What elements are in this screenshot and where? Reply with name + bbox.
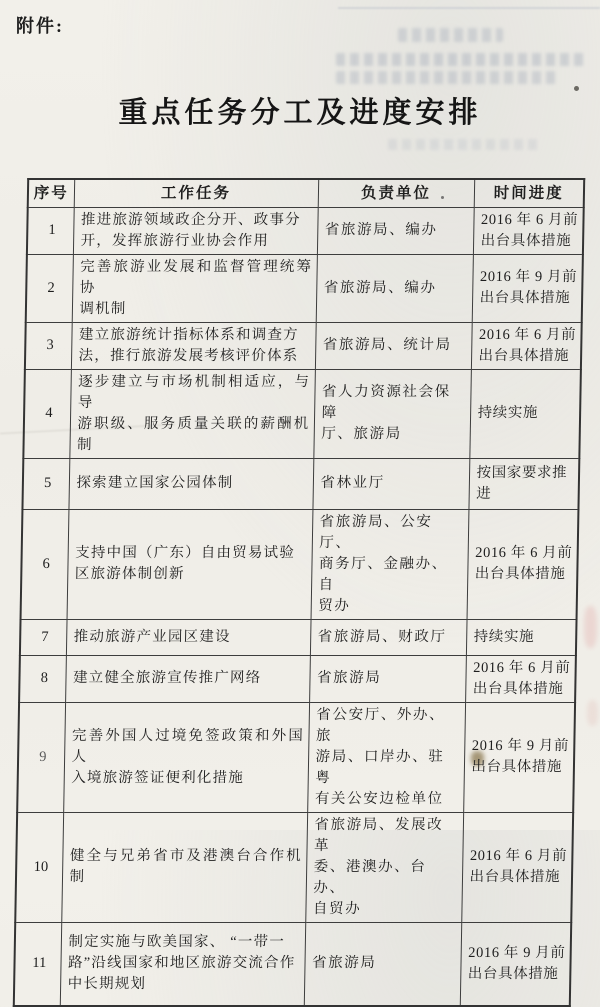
bleedthrough-text-mark — [336, 71, 558, 84]
cell-time: 2016 年 9 月前 出台具体措施 — [460, 922, 571, 1006]
smudge-pink — [587, 700, 598, 726]
bleedthrough-rule-top — [338, 7, 600, 9]
cell-time: 2016 年 9 月前 出台具体措施 — [472, 254, 583, 322]
cell-task: 推进旅游领域政企分开、政事分 开，发挥旅游行业协会作用 — [73, 207, 318, 254]
cell-task: 探索建立国家公园体制 — [68, 458, 313, 509]
cell-unit: 省旅游局、公安厅、 商务厅、金融办、自 贸办 — [311, 509, 469, 619]
task-table — [13, 178, 585, 1007]
table-row — [17, 702, 575, 812]
header-time: 时间进度 — [474, 179, 584, 207]
cell-no: 7 — [20, 619, 67, 655]
cell-time: 2016 年 6 月前 出台具体措施 — [465, 655, 576, 702]
header-unit: 负责单位 — [318, 179, 474, 207]
cell-time: 持续实施 — [469, 369, 581, 458]
cell-time: 2016 年 6 月前 出台具体措施 — [473, 207, 584, 254]
cell-time: 持续实施 — [466, 619, 577, 655]
table-row — [21, 509, 579, 619]
cell-no: 11 — [14, 922, 61, 1006]
bleedthrough-text-mark — [398, 28, 503, 42]
header-task: 工作任务 — [74, 179, 318, 207]
cell-unit: 省人力资源社会保障 厅、旅游局 — [313, 369, 471, 458]
cell-no: 5 — [22, 458, 69, 509]
cell-task: 建立旅游统计指标体系和调查方 法，推行旅游发展考核评价体系 — [71, 322, 316, 369]
cell-task: 制定实施与欧美国家、 “一带一 路”沿线国家和地区旅游交流合作 中长期规划 — [60, 922, 305, 1006]
cell-task: 推动旅游产业园区建设 — [66, 619, 311, 655]
cell-no: 8 — [19, 655, 66, 702]
cell-time: 2016 年 6 月前 出台具体措施 — [471, 322, 582, 369]
table-row — [23, 369, 581, 458]
cell-unit: 省林业厅 — [312, 458, 469, 509]
table-row — [14, 922, 571, 1006]
cell-no: 2 — [26, 254, 73, 322]
table-row — [26, 254, 583, 322]
cell-unit: 省旅游局 — [304, 922, 461, 1006]
cell-no: 6 — [21, 509, 69, 619]
table-row — [25, 322, 582, 369]
cell-no: 4 — [23, 369, 71, 458]
bleedthrough-text-mark — [336, 53, 588, 66]
table-row — [22, 458, 579, 509]
cell-time: 按国家要求推 进 — [468, 458, 579, 509]
cell-task: 完善外国人过境免签政策和外国人 入境旅游签证便利化措施 — [63, 702, 309, 812]
header-no: 序号 — [28, 179, 74, 207]
table-row — [20, 619, 577, 655]
table-row — [19, 655, 576, 702]
cell-no: 9 — [17, 702, 65, 812]
bleedthrough-text-mark — [388, 139, 538, 150]
cell-task: 逐步建立与市场机制相适应，与导 游职级、服务质量关联的薪酬机制 — [69, 369, 315, 458]
table-header-row — [28, 179, 584, 207]
table-row — [15, 812, 573, 922]
cell-time: 2016 年 9 月前 出台具体措施 — [463, 702, 575, 812]
task-table-container — [13, 178, 587, 1007]
cell-no: 3 — [25, 322, 72, 369]
table-row — [27, 207, 584, 254]
cell-task: 建立健全旅游宣传推广网络 — [65, 655, 310, 702]
cell-time: 2016 年 6 月前 出台具体措施 — [467, 509, 579, 619]
cell-unit: 省旅游局、编办 — [317, 207, 474, 254]
cell-no: 10 — [15, 812, 63, 922]
cell-no: 1 — [27, 207, 74, 254]
cell-task: 健全与兄弟省市及港澳台合作机制 — [61, 812, 307, 922]
cell-unit: 省旅游局、财政厅 — [310, 619, 467, 655]
cell-unit: 省公安厅、外办、旅 游局、口岸办、驻粤 有关公安边检单位 — [307, 702, 465, 812]
cell-unit: 省旅游局、统计局 — [315, 322, 472, 369]
cell-time: 2016 年 6 月前 出台具体措施 — [461, 812, 573, 922]
page-title: 重点任务分工及进度安排 — [118, 97, 482, 129]
cell-unit: 省旅游局 — [309, 655, 466, 702]
smudge-pink — [584, 606, 597, 648]
cell-task: 支持中国（广东）自由贸易试验 区旅游体制创新 — [67, 509, 313, 619]
cell-unit: 省旅游局、编办 — [316, 254, 473, 322]
cell-unit: 省旅游局、发展改革 委、港澳办、台办、 自贸办 — [305, 812, 463, 922]
cell-task: 完善旅游业发展和监督管理统筹协 调机制 — [72, 254, 317, 322]
attachment-label: 附件: — [16, 16, 64, 36]
